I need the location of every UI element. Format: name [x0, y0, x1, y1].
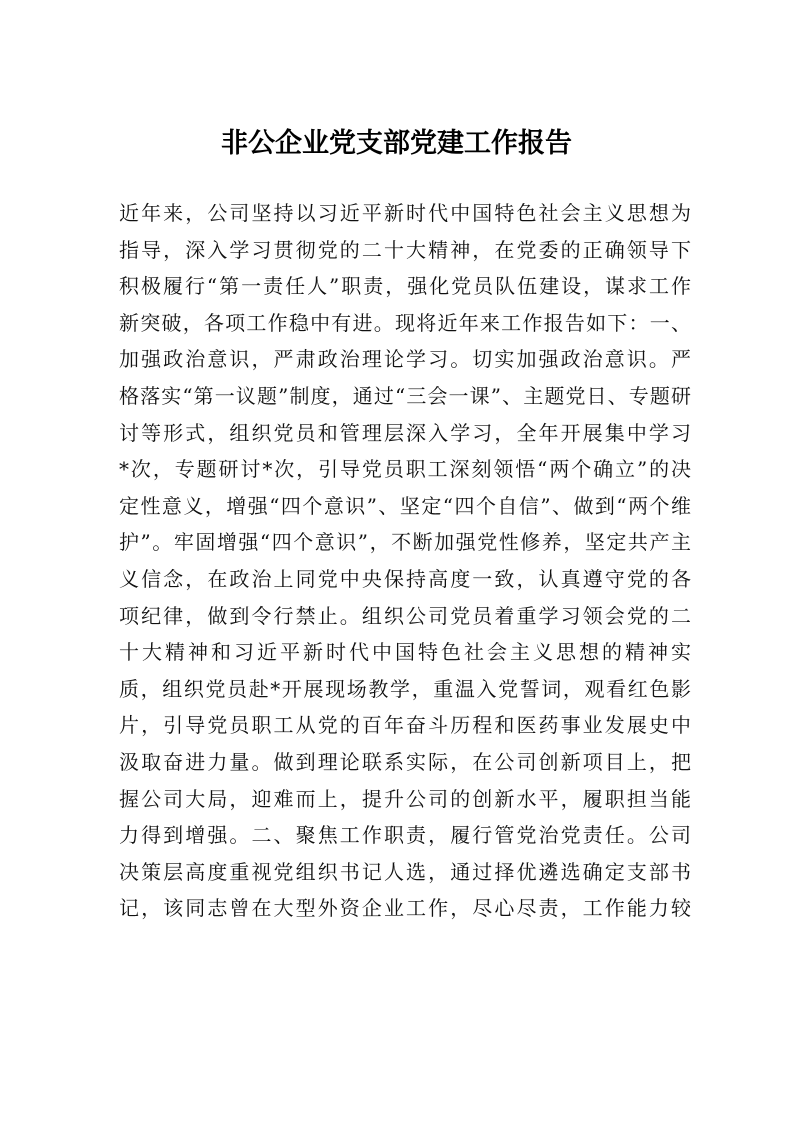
body-line: 积极履行“第一责任人”职责，强化党员队伍建设，谋求工作	[119, 274, 691, 299]
body-line: 加强政治意识，严肃政治理论学习。切实加强政治意识。严	[119, 347, 691, 372]
body-line: 护”。牢固增强“四个意识”，不断加强党性修养，坚定共产主	[119, 530, 691, 555]
body-line: 近年来，公司坚持以习近平新时代中国特色社会主义思想为	[119, 201, 691, 225]
body-line: 讨等形式，组织党员和管理层深入学习，全年开展集中学习	[119, 420, 691, 445]
body-line: 记，该同志曾在大型外资企业工作，尽心尽责，工作能力较	[119, 896, 691, 921]
body-line: *次，专题研讨*次，引导党员职工深刻领悟“两个确立”的决	[119, 457, 691, 482]
body-line: 力得到增强。二、聚焦工作职责，履行管党治党责任。公司	[119, 823, 691, 848]
body-line: 十大精神和习近平新时代中国特色社会主义思想的精神实	[119, 640, 691, 665]
body-line: 项纪律，做到令行禁止。组织公司党员着重学习领会党的二	[119, 603, 691, 628]
body-line: 新突破，各项工作稳中有进。现将近年来工作报告如下：一、	[119, 310, 691, 335]
body-line: 义信念，在政治上同党中央保持高度一致，认真遵守党的各	[119, 566, 691, 591]
document-title: 非公企业党支部党建工作报告	[221, 128, 572, 159]
body-line: 片，引导党员职工从党的百年奋斗历程和医药事业发展史中	[119, 713, 691, 738]
body-line: 握公司大局，迎难而上，提升公司的创新水平，履职担当能	[119, 786, 691, 811]
body-line: 格落实“第一议题”制度，通过“三会一课”、主题党日、专题研	[119, 383, 691, 408]
body-line: 决策层高度重视党组织书记人选，通过择优遴选确定支部书	[119, 859, 691, 884]
body-line: 定性意义，增强“四个意识”、坚定“四个自信”、做到“两个维	[119, 493, 691, 518]
body-line: 质，组织党员赴*开展现场教学，重温入党誓词，观看红色影	[119, 676, 691, 701]
document-body	[119, 195, 691, 927]
body-line: 汲取奋进力量。做到理论联系实际，在公司创新项目上，把	[119, 749, 691, 774]
body-line: 指导，深入学习贯彻党的二十大精神，在党委的正确领导下	[119, 237, 691, 262]
